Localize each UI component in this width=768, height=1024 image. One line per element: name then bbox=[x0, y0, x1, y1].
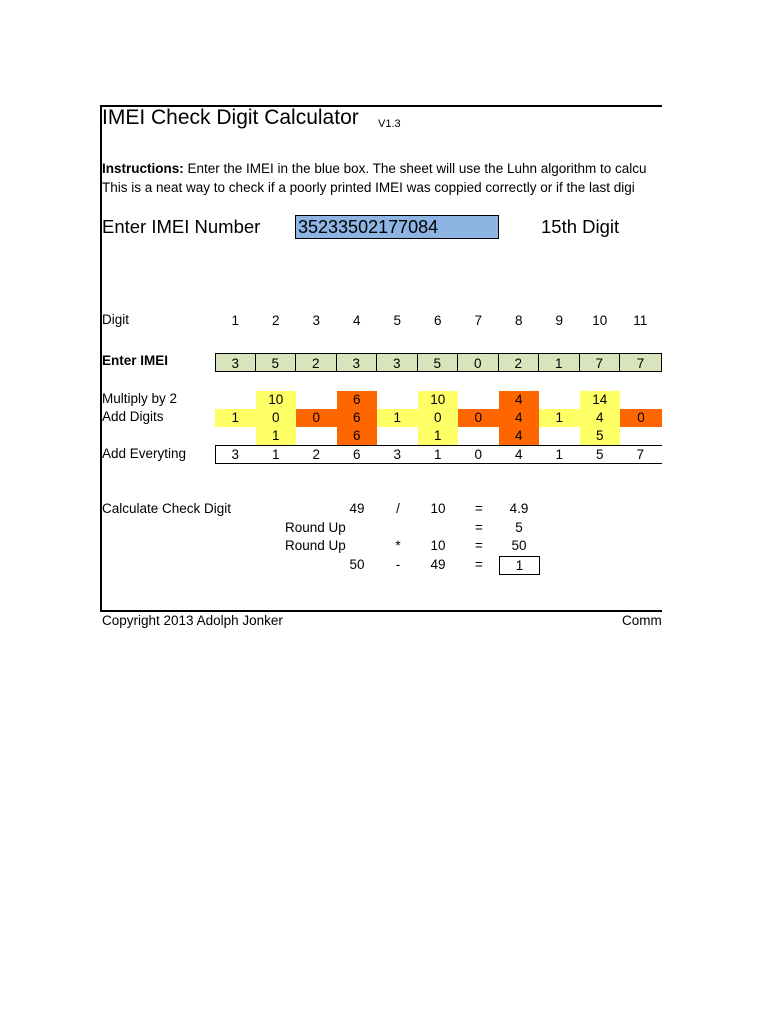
imei-digit-cell: 1 bbox=[539, 353, 580, 372]
imei-digit-cell: 7 bbox=[620, 353, 662, 372]
calculate-check-digit-label: Calculate Check Digit bbox=[102, 501, 232, 516]
digit-number: 7 bbox=[474, 313, 482, 328]
add-digit-cell: 1 bbox=[418, 427, 459, 445]
digit-number: 4 bbox=[352, 313, 361, 328]
imei-digit-cell: 3 bbox=[377, 353, 418, 372]
digit-number: 11 bbox=[633, 313, 648, 328]
add-digit-cell: 4 bbox=[580, 409, 621, 427]
multiply-cell: 10 bbox=[256, 391, 297, 409]
calc-equals: = bbox=[475, 538, 483, 553]
calc-sum-value: 49 bbox=[349, 501, 365, 516]
calc-quotient: 4.9 bbox=[509, 501, 529, 516]
calc-rounded: 5 bbox=[515, 520, 523, 535]
footer-right-text: Comm bbox=[622, 613, 662, 628]
add-digit-cell: 1 bbox=[215, 409, 256, 427]
imei-digit-cell: 7 bbox=[580, 353, 621, 372]
imei-digit-cell: 3 bbox=[337, 353, 378, 372]
imei-digit-cell: 2 bbox=[499, 353, 540, 372]
add-digit-cell: 0 bbox=[620, 409, 662, 427]
digit-number: 2 bbox=[271, 313, 280, 328]
add-digit-cell: 4 bbox=[499, 409, 540, 427]
sum-cell: 6 bbox=[352, 447, 361, 462]
instructions-label: Instructions: bbox=[102, 161, 184, 176]
digit-number: 5 bbox=[393, 313, 401, 328]
add-digit-cell: 1 bbox=[539, 409, 580, 427]
round-up-label: Round Up bbox=[285, 520, 346, 535]
imei-digit-cell: 3 bbox=[215, 353, 256, 372]
imei-digit-cell: 5 bbox=[256, 353, 297, 372]
enter-imei-row-label: Enter IMEI bbox=[102, 353, 169, 368]
multiply-cell: 10 bbox=[418, 391, 459, 409]
sum-cell: 0 bbox=[474, 447, 482, 462]
imei-digit-cell: 5 bbox=[418, 353, 459, 372]
calc-product: 50 bbox=[511, 538, 527, 553]
digit-number: 8 bbox=[514, 313, 523, 328]
fifteenth-digit-label: 15th Digit bbox=[541, 216, 620, 237]
copyright-text: Copyright 2013 Adolph Jonker bbox=[102, 613, 283, 628]
imei-digit-cell: 2 bbox=[296, 353, 337, 372]
digit-number: 3 bbox=[312, 313, 320, 328]
sum-cell: 1 bbox=[271, 447, 280, 462]
add-digit-cell: 6 bbox=[337, 409, 378, 427]
calc-equals: = bbox=[475, 501, 483, 516]
calc-minus-op: - bbox=[395, 557, 401, 572]
page-title: IMEI Check Digit Calculator bbox=[102, 106, 359, 129]
add-digit-cell: 0 bbox=[418, 409, 459, 427]
sum-cell: 5 bbox=[595, 447, 604, 462]
sum-cell: 3 bbox=[393, 447, 401, 462]
calc-equals: = bbox=[475, 520, 483, 535]
calc-divisor: 10 bbox=[430, 501, 446, 516]
calc-equals: = bbox=[475, 557, 483, 572]
calc-divide-op: / bbox=[396, 501, 400, 516]
sum-cell: 4 bbox=[514, 447, 523, 462]
add-digit-cell: 6 bbox=[337, 427, 378, 445]
add-digit-cell: 0 bbox=[256, 409, 297, 427]
sum-cell: 3 bbox=[231, 447, 239, 462]
calc-subtrahend: 49 bbox=[430, 557, 446, 572]
imei-input[interactable] bbox=[295, 215, 499, 239]
check-digit-result: 1 bbox=[499, 556, 540, 575]
add-digit-cell: 0 bbox=[296, 409, 337, 427]
digit-number: 6 bbox=[433, 313, 442, 328]
add-digit-cell: 1 bbox=[256, 427, 297, 445]
digit-number: 9 bbox=[555, 313, 563, 328]
instructions-line-2: This is a neat way to check if a poorly printed IMEI was coppied correctly or if the last digi bbox=[102, 180, 635, 195]
multiply-cell: 14 bbox=[580, 391, 621, 409]
multiply-cell: 4 bbox=[499, 391, 540, 409]
add-everything-label: Add Everyting bbox=[102, 446, 187, 461]
calc-minuend: 50 bbox=[349, 557, 365, 572]
digit-number: 10 bbox=[592, 313, 608, 328]
multiply-cell: 6 bbox=[337, 391, 378, 409]
add-digit-cell: 5 bbox=[580, 427, 621, 445]
add-digit-cell: 4 bbox=[499, 427, 540, 445]
enter-imei-label: Enter IMEI Number bbox=[102, 216, 261, 237]
multiply-label: Multiply by 2 bbox=[102, 391, 178, 406]
add-digit-cell: 1 bbox=[377, 409, 418, 427]
digit-number: 1 bbox=[231, 313, 239, 328]
instructions-line-1 bbox=[102, 161, 647, 176]
digit-row-label: Digit bbox=[102, 312, 130, 327]
version-label: V1.3 bbox=[378, 118, 401, 130]
instructions-text-1: Enter the IMEI in the blue box. The sheet will use the Luhn algorithm to calcu bbox=[183, 161, 647, 176]
sum-cell: 7 bbox=[636, 447, 644, 462]
calc-multiplier: 10 bbox=[430, 538, 446, 553]
sum-cell: 1 bbox=[555, 447, 563, 462]
imei-digit-cell: 0 bbox=[458, 353, 499, 372]
calc-multiply-op: * bbox=[395, 538, 401, 553]
add-digit-cell: 0 bbox=[458, 409, 499, 427]
sum-cell: 1 bbox=[433, 447, 442, 462]
sum-cell: 2 bbox=[312, 447, 320, 462]
round-up-label: Round Up bbox=[285, 538, 346, 553]
add-digits-label: Add Digits bbox=[102, 409, 164, 424]
